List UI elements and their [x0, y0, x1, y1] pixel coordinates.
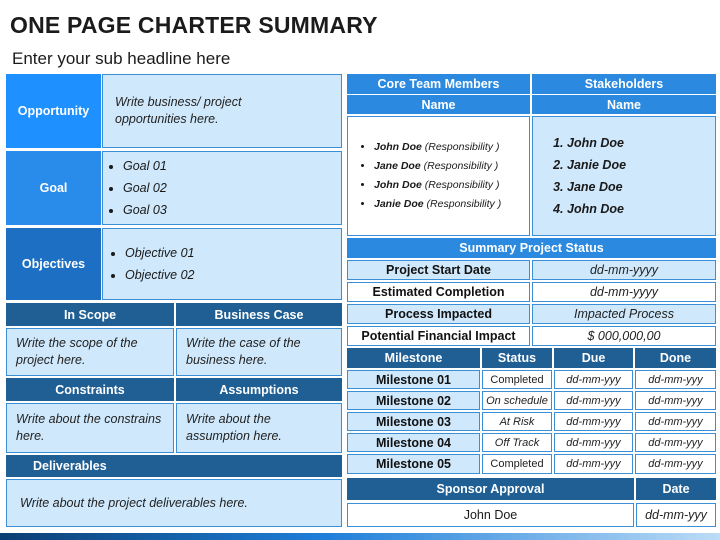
page-subtitle: Enter your sub headline here: [12, 49, 231, 68]
list-item: • John Doe (Responsibility ): [374, 138, 501, 157]
milestone-name: Milestone 03: [347, 412, 480, 431]
stakeholders-header: Stakeholders: [532, 74, 716, 94]
sponsor-approval-header: Sponsor Approval: [347, 478, 634, 500]
milestone-status: Completed: [482, 370, 552, 389]
constraints-header: Constraints: [6, 378, 174, 401]
milestone-due: dd-mm-yyy: [554, 370, 633, 389]
status-label: Estimated Completion: [347, 282, 530, 302]
milestone-name: Milestone 04: [347, 433, 480, 452]
list-item: • Goal 03: [123, 199, 167, 221]
business-case-text: Write the case of the business here.: [186, 336, 301, 367]
status-value: dd-mm-yyyy: [532, 282, 716, 302]
deliverables-box: [6, 479, 342, 527]
list-item: • Goal 02: [123, 177, 167, 199]
list-item: • John Doe (Responsibility ): [374, 176, 501, 195]
constraints-box: [6, 403, 174, 453]
assumptions-text: Write about the assumption here.: [186, 412, 282, 443]
opportunity-text: Write business/ project opportunities here.: [115, 95, 242, 126]
sponsor-name: John Doe: [347, 503, 634, 527]
core-team-name-header: Name: [347, 95, 530, 114]
core-team-list: [358, 138, 501, 214]
constraints-text: Write about the constrains here.: [16, 412, 162, 443]
milestone-due: dd-mm-yyy: [554, 433, 633, 452]
stakeholders-name-header: Name: [532, 95, 716, 114]
milestone-status: At Risk: [482, 412, 552, 431]
objectives-box: [102, 228, 342, 300]
status-value: dd-mm-yyyy: [532, 260, 716, 280]
milestone-header: Milestone: [347, 348, 480, 368]
milestone-done: dd-mm-yyy: [635, 370, 716, 389]
milestone-status: Completed: [482, 454, 552, 474]
list-item: 4. John Doe: [567, 198, 626, 220]
goal-box: [102, 151, 342, 225]
list-item: 2. Janie Doe: [567, 154, 626, 176]
sponsor-date: dd-mm-yyy: [636, 503, 716, 527]
summary-status-header: Summary Project Status: [347, 238, 716, 258]
opportunity-box: [102, 74, 342, 148]
in-scope-header: In Scope: [6, 303, 174, 326]
deliverables-header: Deliverables: [6, 455, 342, 477]
in-scope-text: Write the scope of the project here.: [16, 336, 138, 367]
milestone-status: On schedule: [482, 391, 552, 410]
sponsor-date-header: Date: [636, 478, 716, 500]
status-header: Status: [482, 348, 552, 368]
page-title: ONE PAGE CHARTER SUMMARY: [10, 12, 378, 38]
list-item: • Janie Doe (Responsibility ): [374, 195, 501, 214]
status-label: Project Start Date: [347, 260, 530, 280]
done-header: Done: [635, 348, 716, 368]
milestone-name: Milestone 02: [347, 391, 480, 410]
assumptions-header: Assumptions: [176, 378, 342, 401]
stakeholders-list: [533, 132, 626, 220]
core-team-box: [347, 116, 530, 236]
due-header: Due: [554, 348, 633, 368]
status-value: Impacted Process: [532, 304, 716, 324]
milestone-done: dd-mm-yyy: [635, 454, 716, 474]
opportunity-label: Opportunity: [6, 74, 101, 148]
status-value: $ 000,000,00: [532, 326, 716, 346]
milestone-status: Off Track: [482, 433, 552, 452]
milestone-done: dd-mm-yyy: [635, 412, 716, 431]
list-item: • Jane Doe (Responsibility ): [374, 157, 501, 176]
milestone-done: dd-mm-yyy: [635, 391, 716, 410]
objectives-label: Objectives: [6, 228, 101, 300]
milestone-done: dd-mm-yyy: [635, 433, 716, 452]
list-item: 1. John Doe: [567, 132, 626, 154]
business-case-header: Business Case: [176, 303, 342, 326]
core-team-header: Core Team Members: [347, 74, 530, 94]
milestone-due: dd-mm-yyy: [554, 412, 633, 431]
business-case-box: [176, 328, 342, 376]
stakeholders-box: [532, 116, 716, 236]
milestone-name: Milestone 01: [347, 370, 480, 389]
status-label: Potential Financial Impact: [347, 326, 530, 346]
footer-gradient-bar: [0, 533, 720, 540]
assumptions-box: [176, 403, 342, 453]
deliverables-text: Write about the project deliverables here.: [20, 495, 248, 510]
list-item: • Objective 02: [125, 264, 194, 286]
goal-label: Goal: [6, 151, 101, 225]
objectives-list: [107, 242, 194, 286]
milestone-due: dd-mm-yyy: [554, 391, 633, 410]
goal-list: [105, 155, 167, 221]
list-item: • Goal 01: [123, 155, 167, 177]
status-label: Process Impacted: [347, 304, 530, 324]
milestone-due: dd-mm-yyy: [554, 454, 633, 474]
list-item: 3. Jane Doe: [567, 176, 626, 198]
in-scope-box: [6, 328, 174, 376]
milestone-name: Milestone 05: [347, 454, 480, 474]
list-item: • Objective 01: [125, 242, 194, 264]
